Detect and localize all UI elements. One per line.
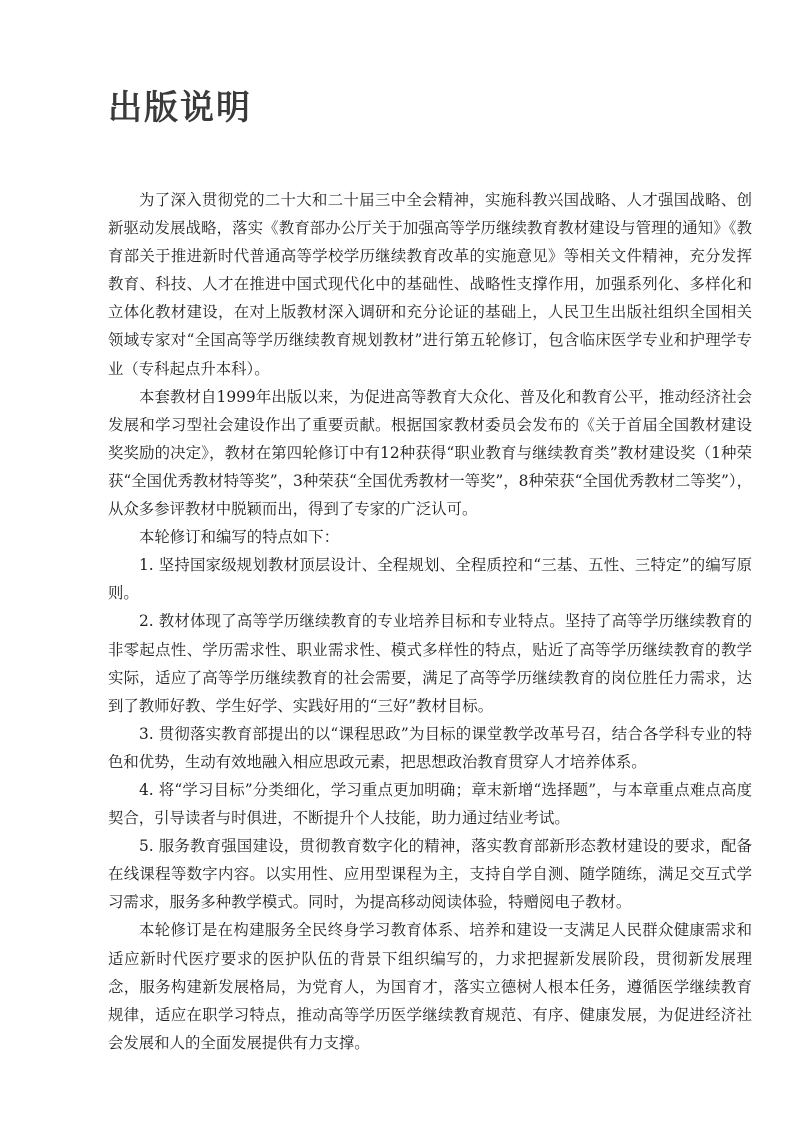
paragraph-feature-4: 4. 将“学习目标”分类细化，学习重点更加明确；章末新增“选择题”，与本章重点难点高度契合，引导读者与时俱进，不断提升个人技能，助力通过结业考试。: [108, 780, 752, 828]
paragraph-feature-5: 5. 服务教育强国建设，贯彻教育数字化的精神，落实教育部新形态教材建设的要求，配备在线课程等数字内容。以实用性、应用型课程为主，支持自学自测、随学随练，满足交互式学习需求，服务多种教学模式。同时，为提高移动阅读体验，特赠阅电子教材。: [108, 837, 752, 912]
paragraph-conclusion: 本轮修订是在构建服务全民终身学习教育体系、培养和建设一支满足人民群众健康需求和适应新时代医疗要求的医护队伍的背景下组织编写的，力求把握新发展阶段，贯彻新发展理念，服务构建新发展格局，为党育人，为国育才，落实立德树人根本任务，遵循医学继续教育规律，适应在职学习特点，推动高等学历医学继续教育规范、有序、健康发展，为促进经济社会发展和人的全面发展提供有力支撑。: [108, 921, 752, 1052]
paragraph-features-intro: 本轮修订和编写的特点如下：: [139, 528, 340, 547]
paragraph-intro: 为了深入贯彻党的二十大和二十届三中全会精神，实施科教兴国战略、人才强国战略、创新驱动发展战略，落实《教育部办公厅关于加强高等学历继续教育教材建设与管理的通知》《教育部关于推进新时代普通高等学校学历继续教育改革的实施意见》等相关文件精神，充分发挥教育、科技、人才在推进中国式现代化中的基础性、战略性支撑作用，加强系列化、多样化和立体化教材建设，在对上版教材深入调研和充分论证的基础上，人民卫生出版社组织全国相关领域专家对“全国高等学历继续教育规划教材”进行第五轮修订，包含临床医学专业和护理学专业（专科起点升本科）。: [108, 191, 752, 378]
paragraph-feature-2: 2. 教材体现了高等学历继续教育的专业培养目标和专业特点。坚持了高等学历继续教育的非零起点性、学历需求性、职业需求性、模式多样性的特点，贴近了高等学历继续教育的教学实际，适应了高等学历继续教育的社会需要，满足了高等学历继续教育的岗位胜任力需求，达到了教师好教、学生好学、实践好用的“三好”教材目标。: [108, 612, 752, 715]
paragraph-feature-3: 3. 贯彻落实教育部提出的以“课程思政”为目标的课堂教学改革号召，结合各学科专业的特色和优势，生动有效地融入相应思政元素，把思想政治教育贯穿人才培养体系。: [108, 724, 752, 771]
paragraph-history: 本套教材自1999年出版以来，为促进高等教育大众化、普及化和教育公平，推动经济社会发展和学习型社会建设作出了重要贡献。根据国家教材委员会发布的《关于首届全国教材建设奖奖励的决定》，教材在第四轮修订中有12种获得“职业教育与继续教育类”教材建设奖（1种荣获“全国优秀教材特等奖”，3种荣获“全国优秀教材一等奖”，8种荣获“全国优秀教材二等奖”），从众多参评教材中脱颖而出，得到了专家的广泛认可。: [108, 387, 752, 519]
paragraph-feature-1: 1. 坚持国家级规划教材顶层设计、全程规划、全程质控和“三基、五性、三特定”的编写原则。: [108, 556, 752, 603]
page-title: 出版说明: [108, 88, 252, 128]
body-text: [108, 186, 752, 1057]
